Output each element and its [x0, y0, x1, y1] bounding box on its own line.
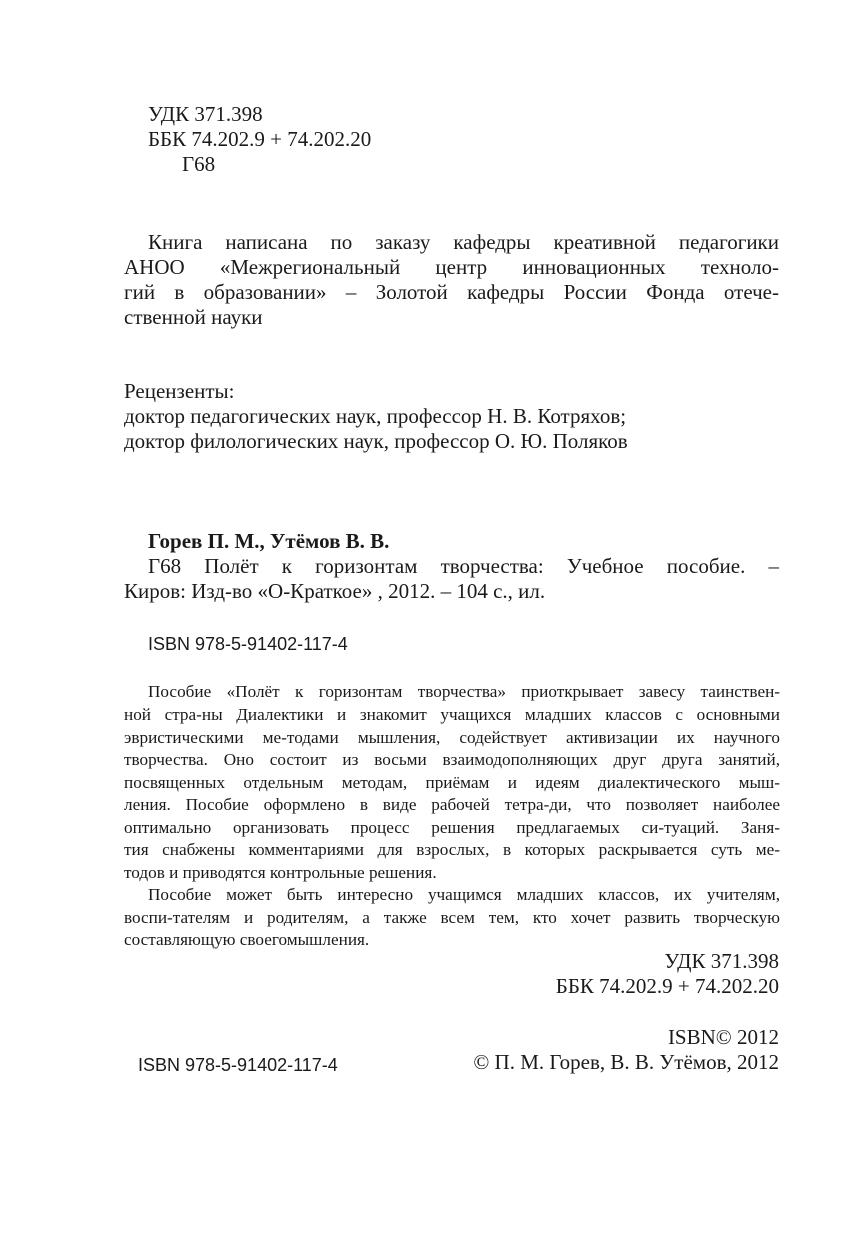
bbk-bottom: ББК 74.202.9 + 74.202.20 — [555, 974, 779, 998]
authors-copyright: © П. М. Горев, В. В. Утёмов, 2012 — [473, 1050, 779, 1074]
abstract-line-9: тодов и приводятся контрольные решения. — [124, 863, 437, 882]
udk-top: УДК 371.398 — [148, 102, 263, 126]
abstract-line-8: тия снабжены комментариями для взрослых, в которых раскрывается суть ме- — [124, 840, 780, 859]
isbn-bottom: ISBN 978-5-91402-117-4 — [138, 1055, 338, 1075]
citation-line-2: Киров: Изд-во «О-Краткое» , 2012. – 104 с., ил. — [124, 579, 546, 603]
citation-authors: Горев П. М., Утёмов В. В. — [148, 529, 390, 553]
citation-line-1: Г68 Полёт к горизонтам творчества: Учебное пособие. – — [148, 554, 779, 578]
reviewers-heading: Рецензенты: — [124, 379, 235, 403]
abstract-line-6: ления. Пособие оформлено в виде рабочей тетра-ди, что позволяет наиболее — [124, 795, 780, 814]
abstract-line-11: воспи-тателям и родителям, а также всем тем, кто хочет развить творческую — [124, 908, 780, 927]
abstract-line-7: оптимально организовать процесс решения предлагаемых си-туаций. Заня- — [124, 818, 780, 837]
abstract-line-12: составляющую своегомышления. — [124, 930, 370, 949]
reviewer-2: доктор филологических наук, профессор О. Ю. Поляков — [124, 429, 628, 453]
isbn-copyright: ISBN© 2012 — [667, 1025, 779, 1049]
bbk-top: ББК 74.202.9 + 74.202.20 — [148, 127, 372, 151]
author-code-top: Г68 — [182, 152, 216, 176]
udk-bottom: УДК 371.398 — [664, 949, 779, 973]
abstract-line-3: эвристическими ме-тодами мышления, содействует активизации их научного — [124, 728, 780, 747]
abstract-line-5: посвященных отдельным методам, приёмам и идеям диалектического мыш- — [124, 773, 780, 792]
commission-line-1: Книга написана по заказу кафедры креативной педагогики — [148, 230, 779, 254]
citation-isbn: ISBN 978-5-91402-117-4 — [148, 634, 348, 654]
abstract-line-1: Пособие «Полёт к горизонтам творчества» приоткрывает завесу таинствен- — [148, 682, 780, 701]
commission-line-2: АНОО «Межрегиональный центр инновационных техноло- — [124, 255, 779, 279]
abstract-line-10: Пособие может быть интересно учащимся младших классов, их учителям, — [148, 885, 780, 904]
reviewer-1: доктор педагогических наук, профессор Н. В. Котряхов; — [124, 404, 627, 428]
commission-line-4: ственной науки — [124, 305, 263, 329]
abstract-line-2: ной стра-ны Диалектики и знакомит учащихся младших классов с основными — [124, 705, 780, 724]
abstract-line-4: творчества. Оно состоит из восьми взаимодополняющих друг друга занятий, — [124, 750, 780, 769]
commission-line-3: гий в образовании» – Золотой кафедры России Фонда отече- — [124, 280, 779, 304]
